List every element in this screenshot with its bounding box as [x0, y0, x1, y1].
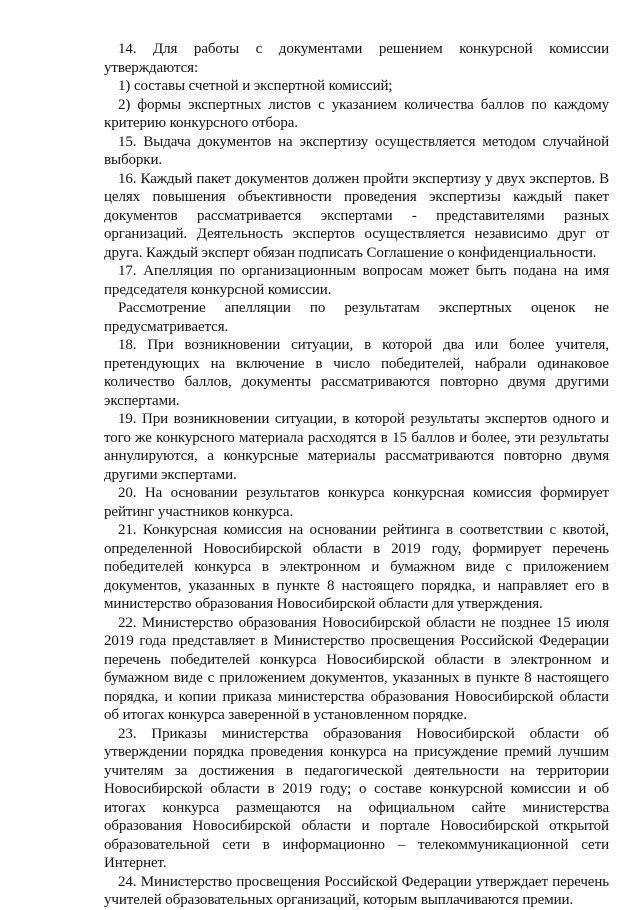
paragraph-24: 24. Министерство просвещения Российской Федерации утверждает перечень учителей образовательных организаций, которым выплачиваются премии.	[104, 873, 609, 908]
paragraph-21: 21. Конкурсная комиссия на основании рейтинга в соответствии с квотой, определенной Новосибирской области в 2019 году, формирует перечень победителей конкурса в электронном и бумажном виде с приложением документов, указанных в пункте 8 настоящего порядка, и направляет его в министерство образования Новосибирской области для утверждения.	[104, 522, 609, 612]
paragraph-appeal-review: Рассмотрение апелляции по результатам экспертных оценок не предусматривается.	[104, 300, 609, 335]
paragraph-19: 19. При возникновении ситуации, в которой результаты экспертов одного и того же конкурсного материала расходятся в 15 баллов и более, эти результаты аннулируются, а конкурсные материалы рассматриваются повторно двумя другими экспертами.	[104, 411, 609, 483]
paragraph-23: 23. Приказы министерства образования Новосибирской области об утверждении порядка проведения конкурса на присуждение премий лучшим учителям за достижения в педагогической деятельности на территории Новосибирской области в 2019 году; о составе конкурсной комиссии и об итогах конкурса размещаются на официальном сайте министерства образования Новосибирской области и портале Новосибирской открытой образовательной сети в информационно – телекоммуникационной сети Интернет.	[104, 725, 609, 871]
paragraph-20: 20. На основании результатов конкурса конкурсная комиссия формирует рейтинг участников конкурса.	[104, 485, 609, 520]
list-item-commission-composition: 1) составы счетной и экспертной комиссий;	[118, 78, 393, 94]
paragraph-15: 15. Выдача документов на экспертизу осуществляется методом случайной выборки.	[104, 133, 609, 168]
paragraph-22: 22. Министерство образования Новосибирской области не позднее 15 июля 2019 года представляет в Министерство просвещения Российской Федерации перечень победителей конкурса Новосибирской области в электронном и бумажном виде с приложением документов, указанных в пункте 8 настоящего порядка, и копии приказа министерства образования Новосибирской области об итогах конкурса заверенной в установленном порядке.	[104, 614, 609, 723]
paragraph-18: 18. При возникновении ситуации, в которой два или более учителя, претендующих на включение в число победителей, набрали одинаковое количество баллов, документы рассматриваются повторно двумя другими экспертами.	[104, 337, 609, 409]
paragraph-17: 17. Апелляция по организационным вопросам может быть подана на имя председателя конкурсной комиссии.	[104, 263, 609, 298]
paragraph-16: 16. Каждый пакет документов должен пройти экспертизу у двух экспертов. В целях повышения объективности проведения экспертизы каждый пакет документов рассматривается экспертами - представителями разных организаций. Деятельность экспертов осуществляется независимо друг от друга. Каждый эксперт обязан подписать Соглашение о конфиденциальности.	[104, 170, 609, 261]
list-item-expert-sheet-forms: 2) формы экспертных листов с указанием количества баллов по каждому критерию конкурсного отбора.	[104, 96, 609, 131]
paragraph-14: 14. Для работы с документами решением конкурсной комиссии утверждаются:	[104, 41, 609, 76]
